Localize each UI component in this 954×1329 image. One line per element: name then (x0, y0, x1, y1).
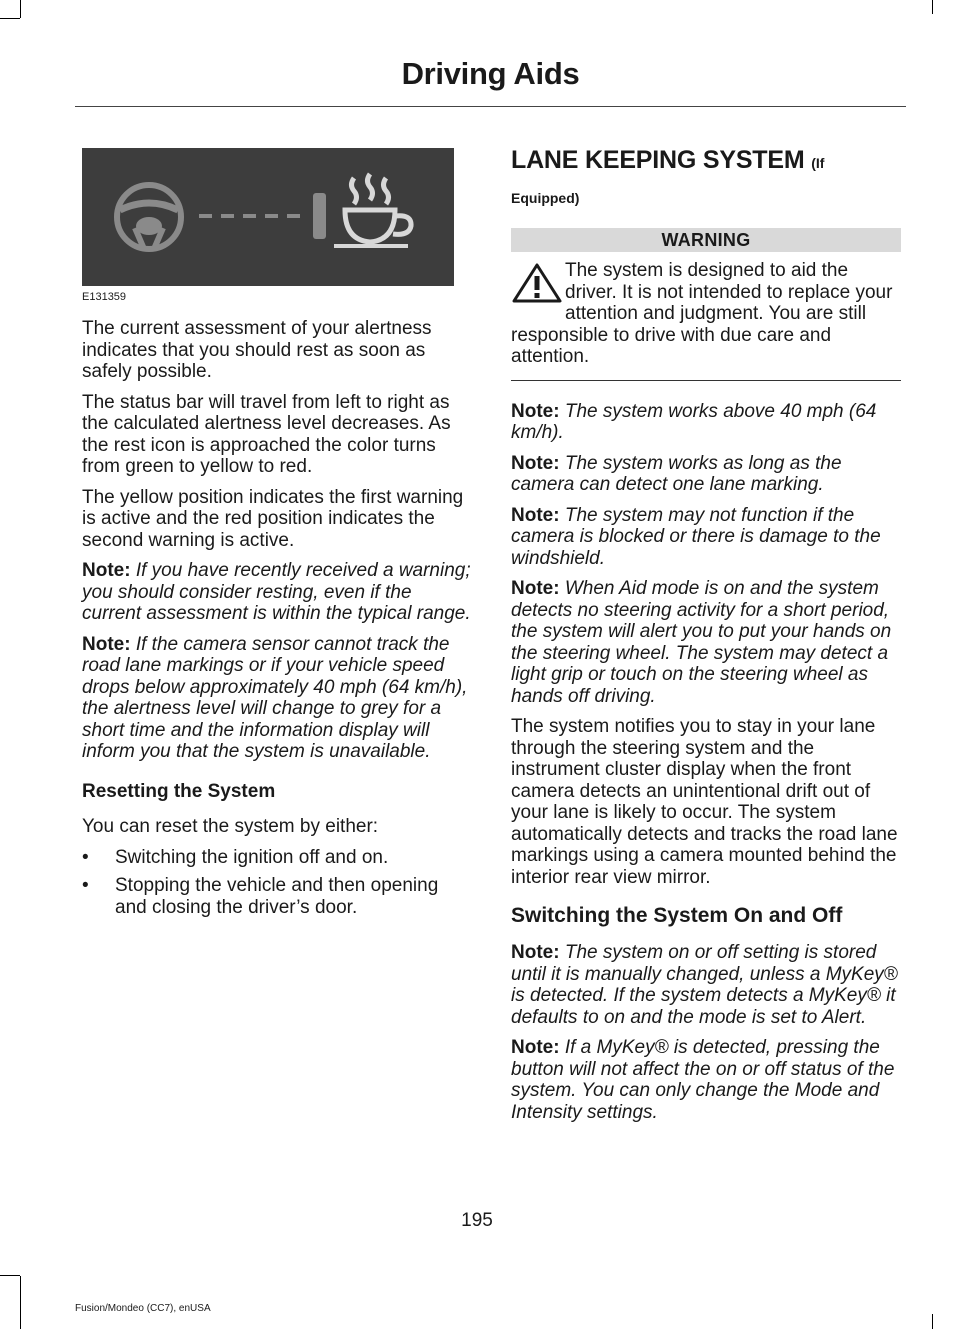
page-header-title: Driving Aids (401, 56, 580, 91)
warning-triangle-icon (511, 262, 563, 304)
section-title (511, 145, 901, 178)
switching-heading: Switching the System On and Off (511, 904, 843, 927)
crop-mark (0, 1275, 20, 1276)
list-item-text: Stopping the vehicle and then opening and closing the driver’s door. (115, 875, 439, 918)
header-divider (75, 106, 906, 107)
note-label: Note: (511, 1037, 560, 1058)
paragraph: You can reset the system by either: (82, 816, 379, 837)
crop-mark (20, 0, 21, 18)
note-text: When Aid mode is on and the system detects no steering activity for a short period, the system will alert you to put your hands on the steering wheel. The system may detect a light grip or touch on the steering wheel as hands off driving. (511, 578, 892, 707)
status-bar-dashes (199, 193, 326, 239)
note-label: Note: (82, 560, 131, 581)
warning-divider (511, 380, 901, 381)
note-text: The system works above 40 mph (64 km/h). (511, 400, 877, 443)
list-item (82, 875, 472, 918)
note-label: Note: (511, 942, 560, 963)
steering-wheel-icon (117, 185, 181, 249)
note-text: If a MyKey® is detected, pressing the button will not affect the on or off status of the system. You can only change the Mode and Intensity settings. (511, 1037, 895, 1123)
warning-header: WARNING (511, 228, 901, 252)
paragraph: The yellow position indicates the first warning is active and the red position indicates the second warning is active. (82, 486, 464, 551)
note (511, 505, 901, 570)
list-item (82, 847, 472, 869)
note-text: If you have recently received a warning; you should consider resting, even if the current assessment is within the typical range. (82, 560, 471, 624)
section-title-suffix: (If (811, 155, 825, 171)
note (511, 401, 901, 444)
resetting-heading: Resetting the System (82, 780, 276, 802)
page-number: 195 (461, 1210, 493, 1231)
bullet: • (82, 875, 89, 896)
paragraph: The current assessment of your alertness indicates that you should rest as soon as safely possible. (82, 318, 432, 382)
warning-text: The system is designed to aid the driver. It is not intended to replace your attention and judgment. You are still responsible to drive with due care and attention. (511, 260, 893, 367)
note (511, 578, 901, 707)
section-title-text: LANE KEEPING SYSTEM (511, 146, 805, 174)
figure-id: E131359 (82, 291, 127, 303)
left-column (82, 148, 472, 925)
right-column (511, 145, 901, 1132)
note (82, 560, 472, 625)
footer-text: Fusion/Mondeo (CC7), enUSA (75, 1303, 211, 1314)
list-item-text: Switching the ignition off and on. (115, 846, 389, 868)
note-label: Note: (511, 578, 560, 599)
warning-box (511, 260, 901, 376)
note-label: Note: (511, 504, 560, 526)
section-title-equipped: Equipped) (511, 190, 580, 206)
alertness-display-figure (82, 148, 454, 286)
note (511, 1037, 901, 1123)
crop-mark (0, 18, 20, 19)
crop-mark (932, 1314, 933, 1329)
paragraph: The status bar will travel from left to right as the calculated alertness level decreases. As the rest icon is approached the color turns from green to yellow to red. (82, 391, 451, 477)
alertness-graphic (82, 148, 454, 286)
note-text: The system may not function if the camera is blocked or there is damage to the windshield. (511, 504, 881, 569)
note (511, 453, 901, 496)
reset-options-list (82, 847, 472, 919)
crop-mark (932, 0, 933, 14)
note-text: The system works as long as the camera can detect one lane marking. (511, 452, 842, 495)
bullet: • (82, 846, 89, 868)
note-text: If the camera sensor cannot track the road lane markings or if your vehicle speed drops below approximately 40 mph (64 km/h), the alertness level will change to grey for a short time and the information display will inform you that the system is unavailable. (82, 633, 468, 762)
note-label: Note: (82, 633, 131, 655)
note-label: Note: (511, 400, 560, 422)
note (511, 942, 901, 1028)
note-label: Note: (511, 452, 560, 474)
note (82, 634, 472, 763)
coffee-cup-icon (334, 174, 411, 246)
crop-mark (20, 1276, 21, 1329)
note-text: The system on or off setting is stored until it is manually changed, unless a MyKey® is detected. If the system detects a MyKey® it defaults to on and the mode is set to Alert. (511, 942, 898, 1028)
paragraph: The system notifies you to stay in your lane through the steering system and the instrument cluster display when the front camera detects an unintentional drift out of your lane is likely to occur. The system automatically detects and tracks the road lane markings using a camera mounted behind the interior rear view mirror. (511, 716, 898, 888)
